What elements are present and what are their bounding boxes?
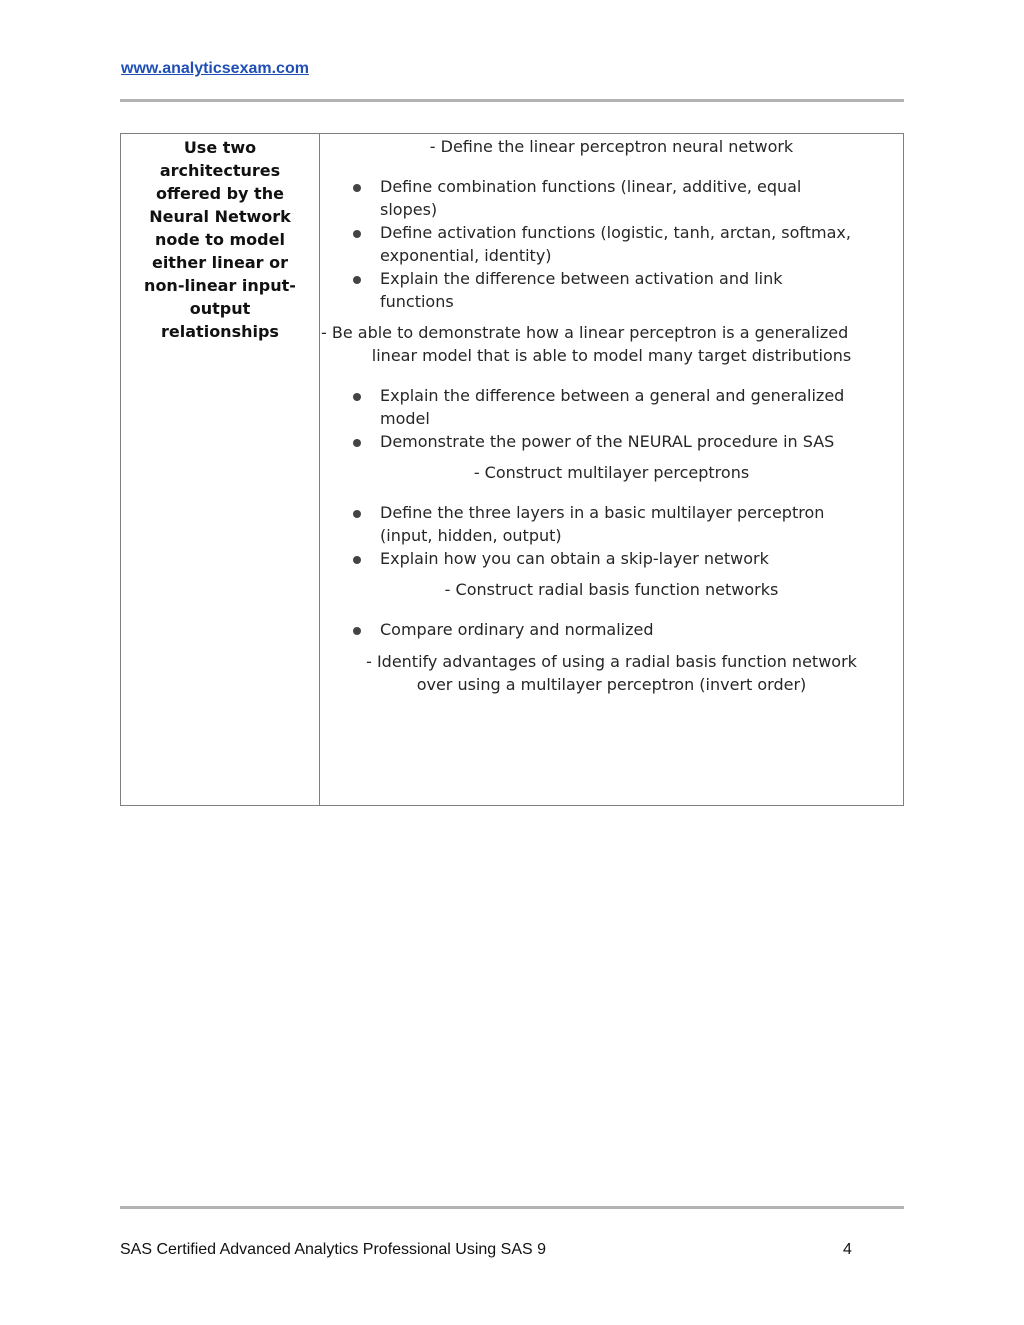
bullet-text: Explain the difference between activation and link	[380, 269, 783, 288]
bullet-dot	[353, 230, 361, 238]
bullet-text: Define the three layers in a basic multilayer perceptron	[380, 503, 825, 522]
bullet-dot	[353, 276, 361, 284]
bullet-text: Explain how you can obtain a skip-layer network	[380, 549, 769, 568]
objective-heading: - Be able to demonstrate how a linear perceptron is a generalized	[321, 323, 849, 342]
bullet-text: Demonstrate the power of the NEURAL procedure in SAS	[380, 432, 835, 451]
bullet-dot	[353, 627, 361, 635]
objective-heading: - Define the linear perceptron neural network	[429, 137, 794, 156]
topic-cell	[121, 134, 320, 805]
topic-line: offered by the	[156, 184, 284, 203]
topic-line: either linear or	[151, 253, 289, 272]
objectives-cell	[320, 134, 903, 805]
bullet-text: functions	[380, 292, 454, 311]
topic-line: relationships	[161, 322, 279, 341]
objective-heading: - Construct radial basis function networks	[444, 580, 779, 599]
header-website-link[interactable]: www.analyticsexam.com	[121, 60, 309, 77]
header-divider	[120, 99, 904, 102]
bullet-dot	[353, 556, 361, 564]
topic-line: non-linear input-	[144, 276, 296, 295]
bullet-text: (input, hidden, output)	[380, 526, 562, 545]
bullet-dot	[353, 439, 361, 447]
objective-heading: over using a multilayer perceptron (invert order)	[416, 675, 807, 694]
bullet-dot	[353, 393, 361, 401]
page-number: 4	[843, 1241, 852, 1258]
bullet-dot	[353, 510, 361, 518]
bullet-text: Explain the difference between a general and generalized	[380, 386, 845, 405]
objective-heading: linear model that is able to model many target distributions	[371, 346, 852, 365]
topic-line: Neural Network	[149, 207, 291, 226]
bullet-dot	[353, 184, 361, 192]
objectives-table	[120, 133, 904, 806]
objective-heading: - Identify advantages of using a radial basis function network	[366, 652, 857, 671]
footer-title: SAS Certified Advanced Analytics Professional Using SAS 9	[120, 1241, 546, 1258]
bullet-text: Define activation functions (logistic, tanh, arctan, softmax,	[380, 223, 851, 242]
bullet-text: Compare ordinary and normalized	[380, 620, 654, 639]
topic-line: node to model	[155, 230, 285, 249]
bullet-text: model	[380, 409, 430, 428]
bullet-text: slopes)	[380, 200, 438, 219]
objective-heading: - Construct multilayer perceptrons	[473, 463, 750, 482]
bullet-text: Define combination functions (linear, additive, equal	[380, 177, 802, 196]
topic-line: architectures	[159, 161, 281, 180]
topic-line: Use two	[183, 138, 257, 157]
bullet-text: exponential, identity)	[380, 246, 552, 265]
topic-line: output	[189, 299, 251, 318]
footer-divider	[120, 1206, 904, 1209]
